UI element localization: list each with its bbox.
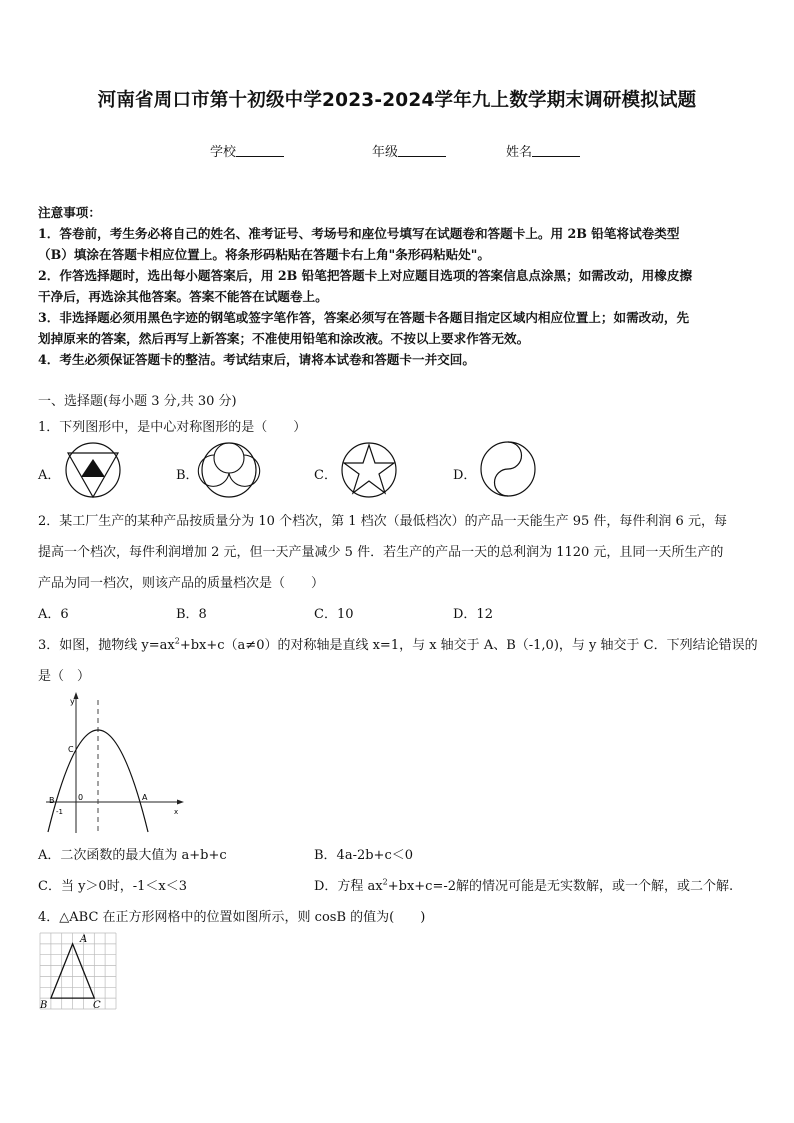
graph-neg1-label: -1 — [56, 808, 63, 816]
q4-vertex-c-label: C — [93, 1000, 101, 1011]
q3-option-d-part: +bx+c=-2解的情况可能是无实数解，或一个解，或二个解. — [387, 879, 734, 894]
q3-stem-part: +bx+c（a≠0）的对称轴是直线 x=1，与 x 轴交于 A、B（-1,0)，与 y 轴交于 C．下列结论错误的 — [179, 638, 758, 653]
q3-stem-sup: 2 — [174, 636, 180, 646]
notes-heading: 注意事项： — [38, 205, 101, 220]
section-heading: 一、选择题(每小题 3 分,共 30 分) — [38, 394, 237, 409]
q2-stem-line: 产品为同一档次，则该产品的质量档次是（ ） — [38, 576, 325, 591]
name-field — [506, 141, 580, 160]
note-line: 3．非选择题必须用黑色字迹的钢笔或签字笔作答，答案必须写在答题卡各题目指定区域内相应位置上；如需改动，先 — [38, 310, 690, 325]
note-line: 2．作答选择题时，选出每小题答案后，用 2B 铅笔把答题卡上对应题目选项的答案信息点涂黑；如需改动，用橡皮擦 — [38, 268, 693, 283]
grade-label: 年级 — [372, 145, 399, 160]
graph-a-label: A — [142, 793, 148, 802]
q2-stem-line: 提高一个档次，每件利润增加 2 元，但一天产量减少 5 件．若生产的产品一天的总利润为 1120 元，且同一天所生产的 — [38, 545, 724, 560]
q1-figure-d — [479, 440, 537, 498]
school-field — [210, 141, 284, 160]
q4-vertex-b-label: B — [40, 1000, 48, 1011]
q2-option-d: D．12 — [453, 607, 493, 622]
note-line: 1．答卷前，考生务必将自己的姓名、准考证号、考场号和座位号填写在试题卷和答题卡上。用 2B 铅笔将试卷类型 — [38, 226, 680, 241]
grade-field — [372, 141, 446, 160]
q1-figure-a — [64, 441, 122, 499]
school-blank — [236, 144, 284, 157]
name-label: 姓名 — [506, 145, 533, 160]
q2-option-a: A．6 — [38, 607, 69, 622]
q2-stem-line: 2．某工厂生产的某种产品按质量分为 10 个档次，第 1 档次（最低档次）的产品一天能生产 95 件，每件利润 6 元，每 — [38, 514, 727, 529]
q3-option-d — [314, 875, 733, 894]
note-line: 干净后，再选涂其他答案。答案不能答在试题卷上。 — [38, 289, 328, 304]
q1-option-d-label: D． — [453, 468, 477, 483]
q3-parabola-graph — [40, 690, 190, 840]
q1-option-a-label: A． — [38, 468, 61, 483]
school-label: 学校 — [210, 145, 237, 160]
q4-vertex-a-label: A — [80, 934, 88, 945]
name-blank — [532, 144, 580, 157]
graph-x-label: x — [174, 808, 179, 816]
note-line: （B）填涂在答题卡相应位置上。将条形码粘贴在答题卡右上角"条形码粘贴处"。 — [38, 247, 490, 262]
q4-stem: 4．△ABC 在正方形网格中的位置如图所示，则 cosB 的值为( ) — [38, 910, 426, 925]
q1-figure-c — [340, 441, 398, 499]
q4-grid-figure — [38, 931, 118, 1011]
graph-origin-label: 0 — [78, 793, 84, 802]
graph-c-label: C — [68, 745, 74, 754]
q3-stem-line1 — [38, 634, 758, 653]
note-line: 划掉原来的答案，然后再写上新答案；不准使用铅笔和涂改液。不按以上要求作答无效。 — [38, 331, 530, 346]
grade-blank — [398, 144, 446, 157]
q2-option-c: C．10 — [314, 607, 354, 622]
q3-option-c: C．当 y＞0时，-1＜x＜3 — [38, 879, 187, 894]
q3-stem-line2: 是（ ） — [38, 669, 91, 684]
page-title: 河南省周口市第十初级中学2023-2024学年九上数学期末调研模拟试题 — [97, 90, 697, 111]
q1-option-b-label: B． — [176, 468, 199, 483]
q3-option-a: A．二次函数的最大值为 a+b+c — [38, 848, 227, 863]
note-line: 4．考生必须保证答题卡的整洁。考试结束后，请将本试卷和答题卡一并交回。 — [38, 352, 475, 367]
graph-y-label: y — [70, 697, 75, 706]
graph-b-label: B — [49, 796, 55, 805]
q3-option-d-sup: 2 — [382, 877, 388, 887]
q1-figure-b — [200, 441, 258, 499]
q3-option-d-part: D．方程 ax — [314, 879, 383, 894]
q1-stem: 1．下列图形中，是中心对称图形的是（ ） — [38, 420, 307, 435]
q1-option-c-label: C． — [314, 468, 337, 483]
q3-option-b: B．4a-2b+c＜0 — [314, 848, 414, 863]
q2-option-b: B．8 — [176, 607, 207, 622]
q3-stem-part: 3．如图，抛物线 y=ax — [38, 638, 175, 653]
